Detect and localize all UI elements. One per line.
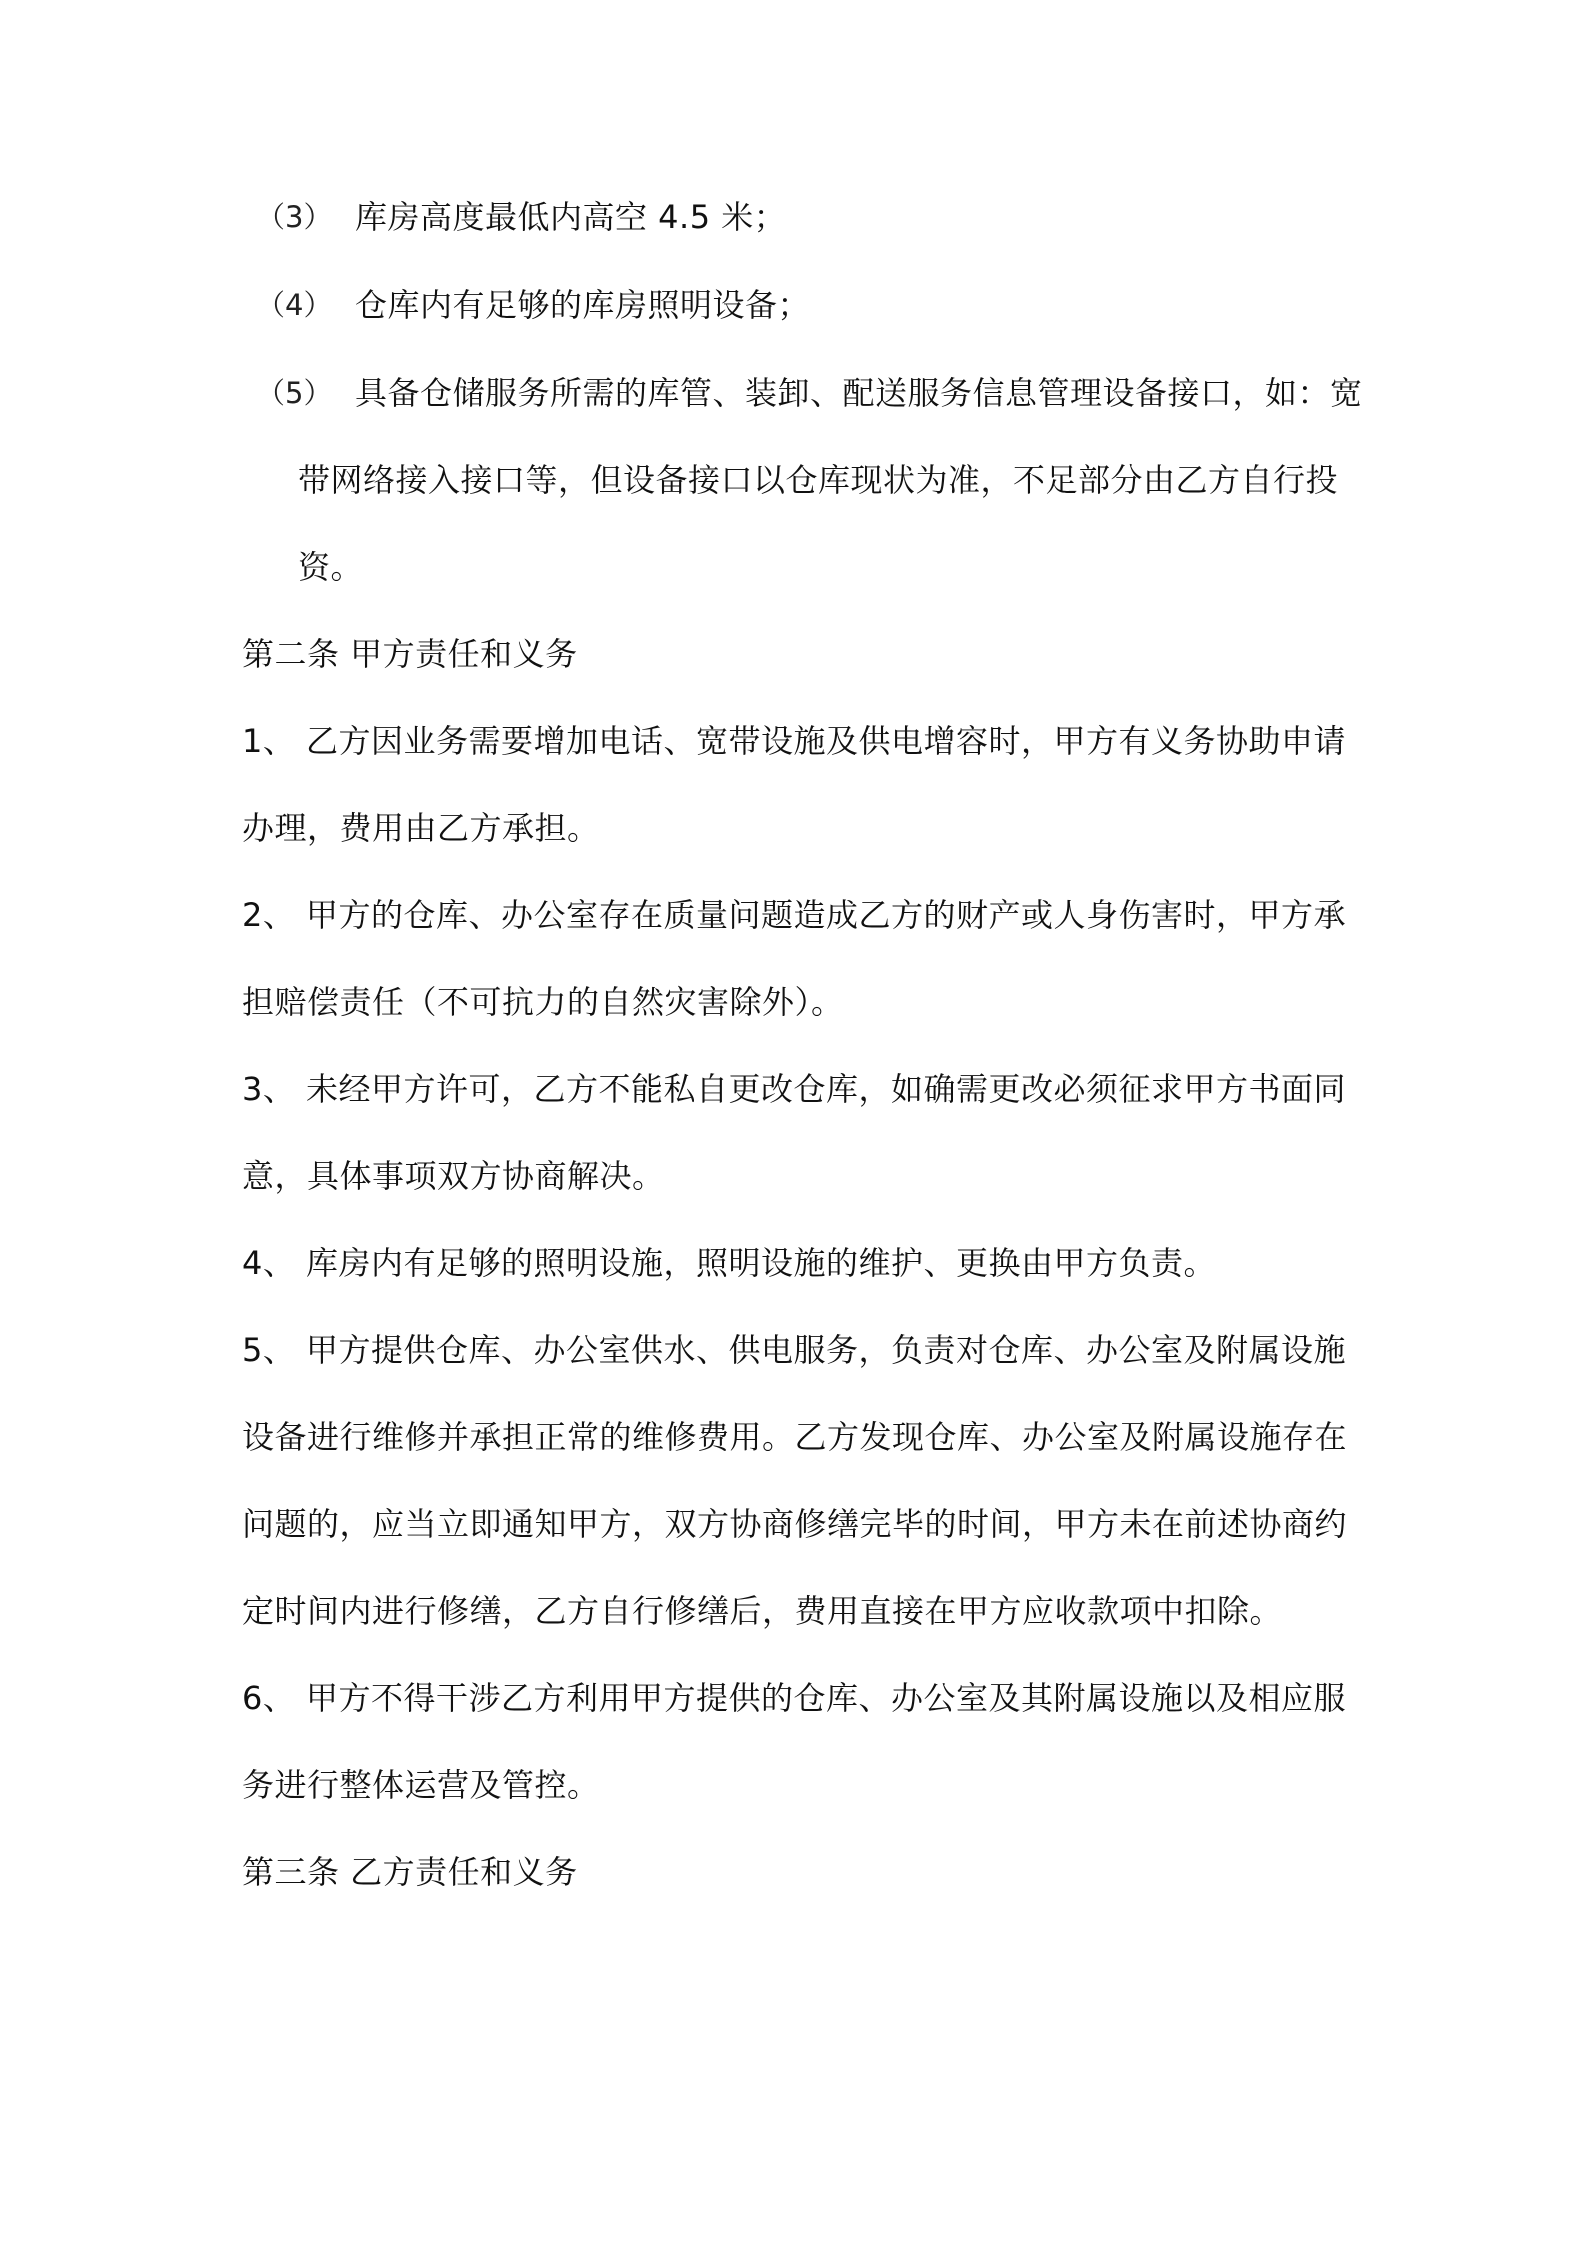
sub-item-number: （4）	[256, 288, 333, 322]
clause-text: 务进行整体运营及管控。	[242, 1766, 600, 1804]
sub-item-number: （5）	[256, 376, 333, 410]
sub-item-text: 资。	[298, 548, 364, 586]
sub-item-text: 具备仓储服务所需的库管、装卸、配送服务信息管理设备接口，如：宽	[355, 374, 1363, 412]
clause-text: 6、 甲方不得干涉乙方利用甲方提供的仓库、办公室及其附属设施以及相应服	[242, 1679, 1347, 1717]
clause-text: 意，具体事项双方协商解决。	[242, 1157, 665, 1195]
clause-text: 担赔偿责任（不可抗力的自然灾害除外）。	[242, 983, 844, 1021]
sub-item-number: （3）	[256, 200, 333, 234]
sub-item-text: 带网络接入接口等，但设备接口以仓库现状为准，不足部分由乙方自行投	[298, 461, 1339, 499]
clause-text: 办理，费用由乙方承担。	[242, 809, 600, 847]
sub-item-text: 仓库内有足够的库房照明设备；	[355, 286, 811, 324]
clause-text: 1、 乙方因业务需要增加电话、宽带设施及供电增容时，甲方有义务协助申请	[242, 722, 1347, 760]
clause-text: 5、 甲方提供仓库、办公室供水、供电服务，负责对仓库、办公室及附属设施	[242, 1331, 1347, 1369]
clause-text: 4、 库房内有足够的照明设施，照明设施的维护、更换由甲方负责。	[242, 1244, 1217, 1282]
clause-text: 3、 未经甲方许可，乙方不能私自更改仓库，如确需更改必须征求甲方书面同	[242, 1070, 1347, 1108]
section-heading: 第三条 乙方责任和义务	[242, 1853, 578, 1891]
clause-text: 设备进行维修并承担正常的维修费用。乙方发现仓库、办公室及附属设施存在	[242, 1418, 1348, 1456]
clause-text: 问题的，应当立即通知甲方，双方协商修缮完毕的时间，甲方未在前述协商约	[242, 1505, 1348, 1543]
section-heading: 第二条 甲方责任和义务	[242, 635, 578, 673]
clause-text: 2、 甲方的仓库、办公室存在质量问题造成乙方的财产或人身伤害时，甲方承	[242, 896, 1347, 934]
clause-text: 定时间内进行修缮，乙方自行修缮后，费用直接在甲方应收款项中扣除。	[242, 1592, 1283, 1630]
sub-item-text: 库房高度最低内高空 4.5 米；	[355, 198, 787, 236]
